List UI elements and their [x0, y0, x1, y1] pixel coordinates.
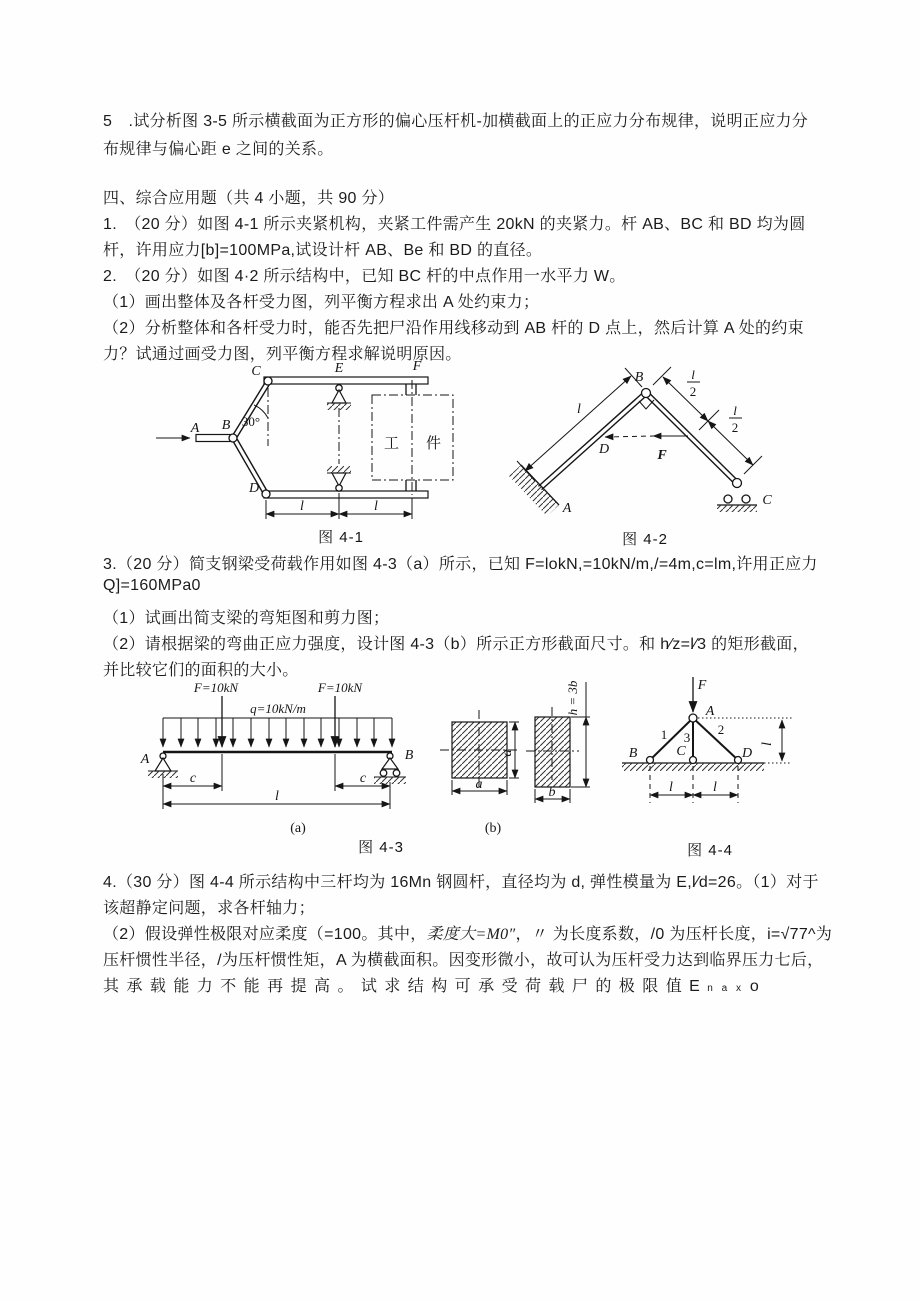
- fig42-dim-half1-num: l: [691, 367, 695, 382]
- q4-last-subscript: n a x: [707, 983, 744, 994]
- fig42-dim-half2-den: 2: [731, 420, 739, 435]
- fig43a-load-q-label: q=10kN/m: [250, 701, 306, 716]
- fig42-dim-half1-den: 2: [689, 384, 697, 399]
- question-4-line-2: 该超静定问题，求各杆轴力；: [103, 900, 315, 917]
- fig43a-caption-a: (a): [290, 821, 306, 836]
- question-1-line-1: 1. （20 分）如图 4-1 所示夹紧机构，夹紧工件需产生 20kN 的夹紧力。杆 AB、BC 和 BD 均为圆: [103, 216, 806, 233]
- q4-sub2-pre: （2）假设弹性极限对应柔度（=100。其中，: [103, 926, 427, 943]
- figure-4-4-truss: [612, 663, 817, 863]
- fig42-dim-l: l: [577, 402, 581, 417]
- fig42-caption: 图 4-2: [622, 531, 668, 548]
- question-4-last-line: [103, 973, 760, 996]
- q4-sub2-post: ，〃 为长度系数，/0 为压杆长度，i=√77^为: [515, 926, 833, 943]
- question-2-sub-2-line-1: （2）分析整体和各杆受力时，能否先把尸沿作用线移动到 AB 杆的 D 点上，然后计算 A 处的约束: [103, 320, 804, 337]
- question-4-sub-2-line-2: 压杆惯性半径，/为压杆惯性矩，A 为横截面积。因变形微小，故可认为压杆受力达到临界压力七后，: [103, 952, 824, 969]
- fig41-label-E: E: [334, 361, 344, 376]
- fig42-label-B: B: [634, 370, 644, 385]
- figure-4-3a-beam: [118, 668, 433, 863]
- question-1-line-2: 杆，许用应力[b]=100MPa,试设计杆 AB、Be 和 BD 的直径。: [103, 242, 543, 259]
- fig42-dim-half2-num: l: [733, 403, 737, 418]
- fig44-label-C: C: [676, 744, 686, 759]
- fig44-bar-3-label: 3: [683, 730, 691, 745]
- fig43a-force-right-label: F=10kN: [317, 680, 363, 695]
- fig44-dim-l-vertical: l: [760, 742, 775, 746]
- fig43a-label-A: A: [140, 752, 150, 767]
- question-3-sub-1: （1）试画出简支梁的弯矩图和剪力图；: [103, 610, 390, 627]
- question-4-sub-2-line-1: [103, 921, 832, 944]
- question-5-line-2: 布规律与偏心距 e 之间的关系。: [103, 141, 334, 158]
- fig41-label-C: C: [251, 364, 261, 379]
- figure-4-2-frame: [495, 353, 830, 553]
- fig41-label-D: D: [248, 481, 260, 496]
- fig42-label-C: C: [762, 493, 772, 508]
- fig41-workpiece-label-1: 工: [383, 435, 401, 452]
- fig44-force-F-label: F: [697, 678, 707, 693]
- q4-sub2-italic: 柔度大=M0″: [426, 926, 516, 943]
- fig44-dim-l-right: l: [713, 780, 717, 795]
- fig41-dim-l-right: l: [374, 499, 378, 514]
- question-3-sub-2-line-1: （2）请根据梁的弯曲正应力强度，设计图 4-3（b）所示正方形截面尺寸。和 h∕z=l∕3 的矩形截面，: [103, 636, 809, 653]
- fig44-label-D: D: [741, 746, 753, 761]
- fig41-label-A: A: [190, 421, 200, 436]
- fig44-dim-l-left: l: [669, 780, 673, 795]
- fig41-label-B: B: [221, 418, 231, 433]
- fig44-bar-2-label: 2: [717, 722, 725, 737]
- q4-last-tail: o: [749, 978, 761, 995]
- fig41-label-F: F: [412, 359, 422, 374]
- question-2-sub-2-line-2: 力？试通过画受力图，列平衡方程求解说明原因。: [103, 346, 462, 363]
- fig42-force-F-label: F: [657, 448, 667, 463]
- fig43a-dim-c-left: c: [189, 771, 197, 786]
- fig44-shapes: [622, 677, 792, 803]
- fig43a-force-left-label: F=10kN: [193, 680, 239, 695]
- fig42-label-A: A: [562, 501, 572, 516]
- section-4-header: 四、综合应用题（共 4 小题，共 90 分）: [103, 190, 395, 207]
- question-3-line-1: 3.（20 分）简支钢梁受荷载作用如图 4-3（a）所示，已知 F=lokN,=10kN/m,/=4m,c=lm,许用正应力: [103, 556, 818, 573]
- figure-4-3b-cross-sections: [438, 668, 608, 863]
- fig44-bar-1-label: 1: [660, 727, 668, 742]
- fig43a-dim-l: l: [275, 789, 279, 804]
- fig44-label-B: B: [628, 746, 638, 761]
- fig43b-caption-b: (b): [484, 821, 502, 836]
- fig43a-dim-c-right: c: [359, 771, 367, 786]
- q4-last-main: 其 承 载 能 力 不 能 再 提 高 。 试 求 结 构 可 承 受 荷 载 尸 的 极 限 值 E: [103, 978, 702, 995]
- fig41-dim-l-left: l: [300, 499, 304, 514]
- question-5-line-1: 5 .试分析图 3-5 所示横截面为正方形的偏心压杆机-加横截面上的正应力分布规律，说明正应力分: [103, 113, 809, 130]
- question-3-line-2: Q]=160MPa0: [103, 577, 201, 594]
- question-4-line-1: 4.（30 分）图 4-4 所示结构中三杆均为 16Mn 钢圆杆，直径均为 d, 弹性模量为 E,l∕d=26。（1）对于: [103, 874, 819, 891]
- question-3-sub-2-line-2: 并比较它们的面积的大小。: [103, 662, 299, 679]
- fig42-shapes: [509, 367, 762, 516]
- fig41-caption: 图 4-1: [318, 529, 364, 546]
- fig43b-dim-h-label: h = 3b: [565, 680, 580, 716]
- fig44-caption: 图 4-4: [687, 842, 733, 859]
- fig44-label-A: A: [705, 704, 715, 719]
- fig43b-dim-a-vertical: a: [500, 749, 515, 757]
- fig41-angle-label: 30°: [241, 414, 261, 429]
- fig41-workpiece-label-2: 件: [425, 435, 443, 452]
- fig43b-dim-a-horizontal: a: [475, 777, 483, 792]
- figure-4-1-clamp-mechanism: [140, 358, 490, 550]
- fig42-label-D: D: [598, 442, 610, 457]
- fig43a-label-B: B: [404, 748, 414, 763]
- question-2-line-1: 2. （20 分）如图 4·2 所示结构中，已知 BC 杆的中点作用一水平力 W。: [103, 268, 626, 285]
- fig43-caption: 图 4-3: [358, 839, 404, 856]
- fig43b-dim-b: b: [548, 785, 556, 800]
- question-2-sub-1: （1）画出整体及各杆受力图，列平衡方程求出 A 处约束力；: [103, 294, 540, 311]
- fig41-shapes: [156, 377, 453, 519]
